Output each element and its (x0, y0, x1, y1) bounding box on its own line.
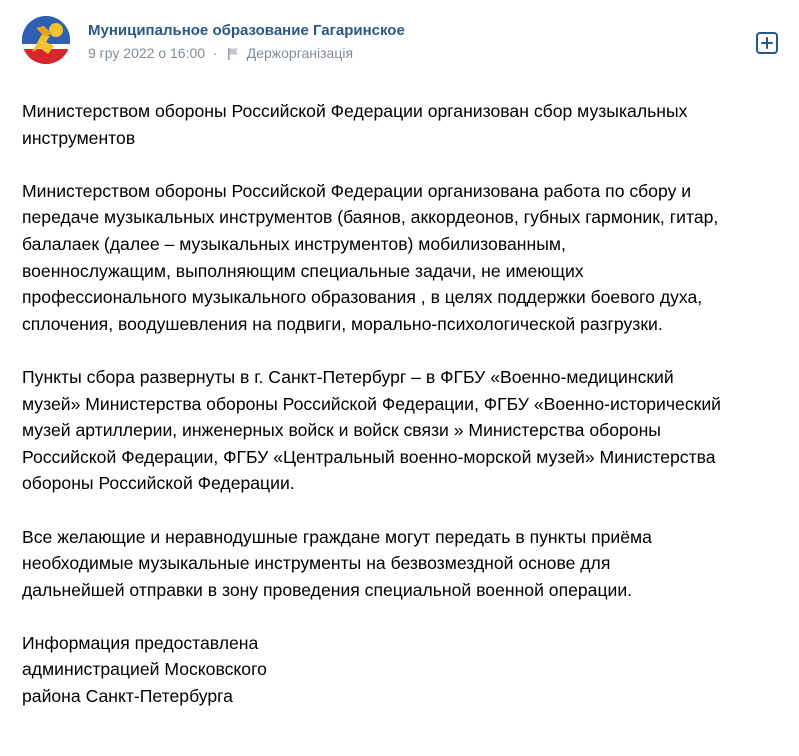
text-line: сплочения, воодушевления на подвиги, морально-психологической разгрузки. (22, 313, 663, 334)
avatar[interactable] (22, 16, 70, 64)
post-header (22, 16, 782, 72)
text-line: необходимые музыкальные инструменты на безвозмездной основе для (22, 553, 611, 574)
text-line: Информация предоставлена (22, 632, 259, 653)
text-line: дальнейшей отправки в зону проведения специальной военной операции. (22, 579, 633, 600)
text-line: Пункты сбора развернуты в г. Санкт-Петербург – в ФГБУ «Военно-медицинский (22, 366, 674, 387)
paragraph (22, 630, 780, 710)
text-line: музей» Министерства обороны Российской Федерации, ФГБУ «Военно-исторический (22, 393, 721, 414)
text-line: балалаек (далее – музыкальных инструментов) мобилизованным, (22, 233, 566, 254)
post-category[interactable]: Держорганізація (246, 45, 354, 61)
author-name[interactable]: Муниципальное образование Гагаринское (88, 22, 405, 39)
text-line: инструментов (22, 127, 136, 148)
text-line: профессионального музыкального образования , в целях поддержки боевого духа, (22, 287, 703, 308)
text-line: района Санкт-Петербурга (22, 686, 233, 707)
text-line: Министерством обороны Российской Федерации организована работа по сбору и (22, 180, 692, 201)
text-line: администрацией Московского (22, 659, 267, 680)
post-meta (88, 45, 353, 61)
flag-icon (227, 47, 239, 61)
text-line: Министерством обороны Российской Федерации организован сбор музыкальных (22, 101, 688, 121)
text-line: Российской Федерации, ФГБУ «Центральный военно-морской музей» Министерства (22, 446, 716, 467)
paragraph (22, 364, 780, 497)
meta-separator: · (213, 45, 218, 61)
coat-of-arms-icon (22, 16, 70, 64)
paragraph (22, 524, 780, 604)
post-date[interactable]: 9 гру 2022 о 16:00 (88, 45, 206, 61)
text-line: музей артиллерии, инженерных войск и войск связи » Министерства обороны (22, 420, 661, 441)
post-title (22, 98, 780, 151)
plus-square-icon (755, 31, 779, 55)
post-text (22, 98, 780, 736)
text-line: военнослужащим, выполняющим специальные задачи, не имеющих (22, 260, 584, 281)
text-line: Все желающие и неравнодушные граждане могут передать в пункты приёма (22, 526, 652, 547)
add-button[interactable] (755, 31, 779, 55)
paragraph (22, 178, 780, 338)
text-line: обороны Российской Федерации. (22, 473, 295, 494)
text-line: передаче музыкальных инструментов (баянов, аккордеонов, губных гармоник, гитар, (22, 207, 719, 228)
